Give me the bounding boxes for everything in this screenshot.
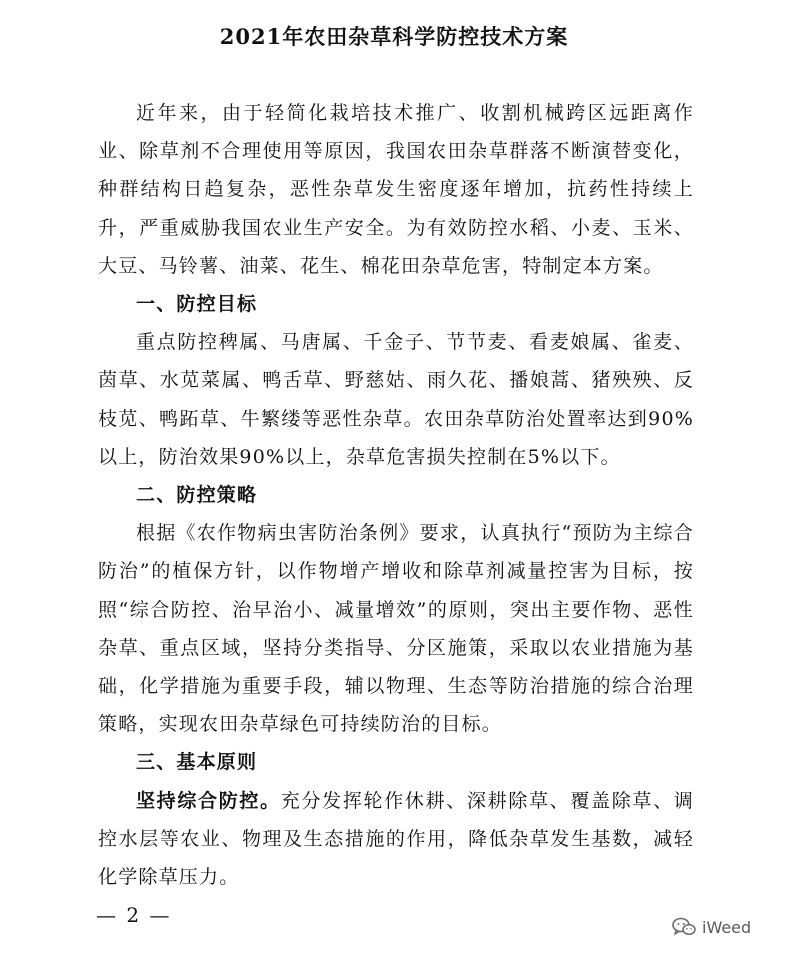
section-heading-principles: 三、基本原则 — [136, 751, 258, 774]
page-number: — 2 — — [96, 903, 172, 927]
wechat-icon — [672, 917, 696, 937]
section-text-goals: 重点防控稗属、马唐属、千金子、节节麦、看麦娘属、雀麦、茵草、水苋菜属、鸭舌草、野慈姑、雨久花、播娘蒿、猪殃殃、反枝苋、鸭跖草、牛繁缕等恶性杂草。农田杂草防治处置率达到90%以上，防治效果90%以上，杂草危害损失控制在5%以下。 — [98, 331, 694, 468]
section-heading-goals: 一、防控目标 — [136, 293, 258, 316]
section-text-strategy: 根据《农作物病虫害防治条例》要求，认真执行“预防为主综合防治”的植保方针，以作物增产增收和除草剂减量控害为目标，按照“综合防控、治早治小、减量增效”的原则，突出主要作物、恶性杂草、重点区域，坚持分类指导、分区施策，采取以农业措施为基础，化学措施为重要手段，辅以物理、生态等防治措施的综合治理策略，实现农田杂草绿色可持续防治的目标。 — [98, 522, 694, 736]
watermark — [672, 914, 751, 940]
principle-text: 充分发挥轮作休耕、深耕除草、覆盖除草、调控水层等农业、物理及生态措施的作用，降低杂草发生基数，减轻化学除草压力。 — [98, 789, 694, 889]
watermark-text: iWeed — [702, 917, 752, 937]
intro-paragraph: 近年来，由于轻简化栽培技术推广、收割机械跨区远距离作业、除草剂不合理使用等原因，我国农田杂草群落不断演替变化，种群结构日趋复杂，恶性杂草发生密度逐年增加，抗药性持续上升，严重威胁我国农业生产安全。为有效防控水稻、小麦、玉米、大豆、马铃薯、油菜、花生、棉花田杂草危害，特制定本方案。 — [98, 102, 694, 277]
principle-lead: 坚持综合防控。 — [136, 789, 281, 812]
section-heading-strategy: 二、防控策略 — [136, 484, 258, 507]
section-text-principles — [98, 782, 694, 897]
document-title: 2021年农田杂草科学防控技术方案 — [219, 24, 569, 49]
document-body — [98, 94, 694, 896]
